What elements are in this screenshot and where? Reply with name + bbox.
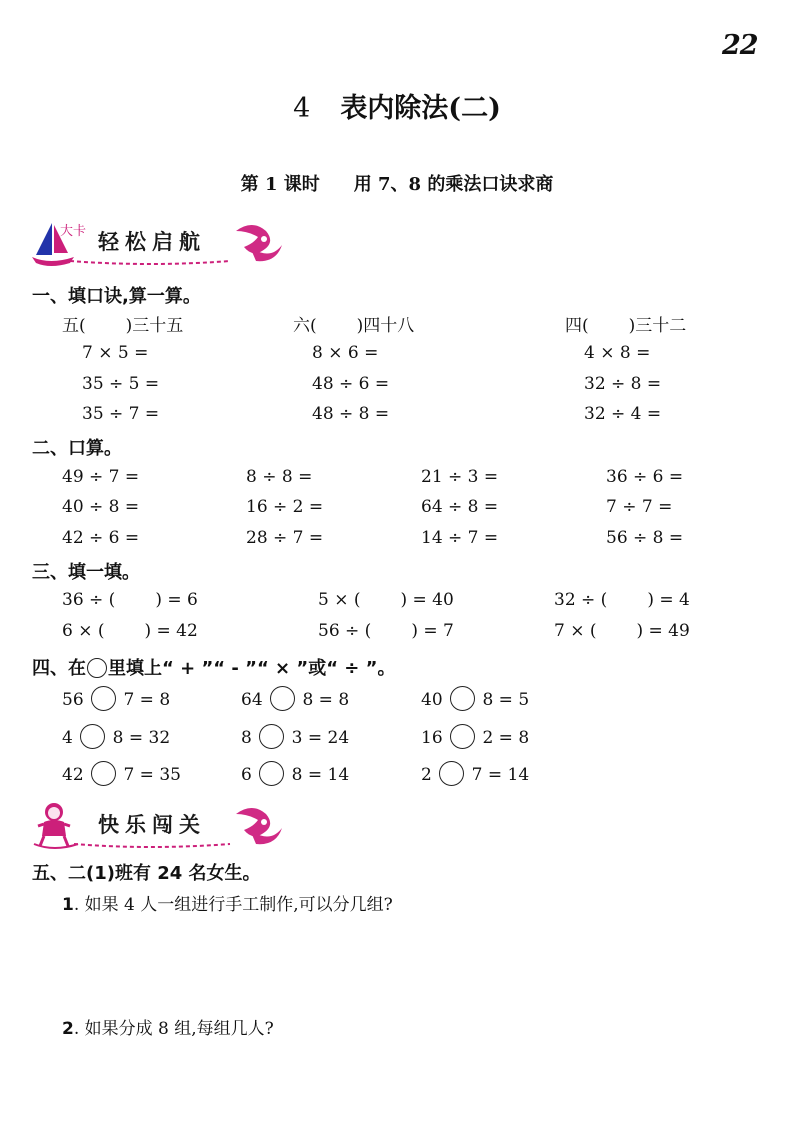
operator-circle[interactable] [259, 724, 284, 749]
mental-math-item: 16 ÷ 2 = [246, 497, 324, 517]
rhyme-blank-1: 五( )三十五 [62, 316, 184, 336]
operator-item: 40 8 = 5 [421, 690, 529, 711]
equation: 48 ÷ 8 = [312, 404, 390, 424]
banner-easy-start [30, 217, 285, 269]
fill-blank-item: 7 × ( ) = 49 [554, 621, 690, 641]
section-3-heading: 三、填一填。 [32, 562, 140, 583]
operator-item: 42 7 = 35 [62, 765, 181, 786]
operator-circle[interactable] [91, 761, 116, 786]
section-5-heading: 五、二(1)班有 24 名女生。 [32, 863, 261, 884]
mental-math-item: 36 ÷ 6 = [606, 467, 684, 487]
operator-circle[interactable] [270, 686, 295, 711]
operator-circle[interactable] [259, 761, 284, 786]
equation: 35 ÷ 7 = [82, 404, 160, 424]
banner-happy-challenge-text: 快乐闯关 [98, 813, 206, 837]
mental-math-item: 40 ÷ 8 = [62, 497, 140, 517]
banner-easy-start-text: 轻松启航 [98, 230, 206, 254]
chapter-title-text: 表内除法(二) [340, 93, 501, 124]
svg-text:大卡: 大卡 [60, 224, 87, 239]
question-2: 2. 如果分成 8 组,每组几人? [62, 1019, 274, 1039]
operator-item: 16 2 = 8 [421, 728, 529, 749]
equation: 35 ÷ 5 = [82, 374, 160, 394]
mental-math-item: 14 ÷ 7 = [421, 528, 499, 548]
mental-math-item: 42 ÷ 6 = [62, 528, 140, 548]
operator-circle[interactable] [80, 724, 105, 749]
lesson-label: 第 1 课时 [240, 174, 320, 195]
equation: 4 × 8 = [584, 343, 651, 363]
fill-blank-item: 56 ÷ ( ) = 7 [318, 621, 454, 641]
equation: 8 × 6 = [312, 343, 379, 363]
circle-blank-icon [87, 658, 107, 678]
mental-math-item: 21 ÷ 3 = [421, 467, 499, 487]
mental-math-item: 49 ÷ 7 = [62, 467, 140, 487]
operator-item: 8 3 = 24 [241, 728, 349, 749]
operator-circle[interactable] [439, 761, 464, 786]
mental-math-item: 64 ÷ 8 = [421, 497, 499, 517]
fill-blank-item: 5 × ( ) = 40 [318, 590, 454, 610]
fill-blank-item: 6 × ( ) = 42 [62, 621, 198, 641]
rhyme-blank-3: 四( )三十二 [565, 316, 687, 336]
mental-math-item: 28 ÷ 7 = [246, 528, 324, 548]
page-number: 22 [722, 30, 758, 61]
fill-blank-item: 36 ÷ ( ) = 6 [62, 590, 198, 610]
mental-math-item: 56 ÷ 8 = [606, 528, 684, 548]
operator-item: 56 7 = 8 [62, 690, 170, 711]
section-1-heading: 一、填口诀,算一算。 [32, 286, 201, 307]
question-1: 1. 如果 4 人一组进行手工制作,可以分几组? [62, 895, 393, 915]
operator-item: 4 8 = 32 [62, 728, 170, 749]
operator-item: 6 8 = 14 [241, 765, 349, 786]
rhyme-blank-2: 六( )四十八 [293, 316, 415, 336]
operator-item: 64 8 = 8 [241, 690, 349, 711]
mental-math-item: 8 ÷ 8 = [246, 467, 313, 487]
section-4-heading: 四、在 里填上“ + ”“ - ”“ × ”或“ ÷ ”。 [32, 658, 396, 679]
chapter-number: 4 [293, 93, 311, 124]
operator-circle[interactable] [450, 686, 475, 711]
section-2-heading: 二、口算。 [32, 438, 122, 459]
equation: 7 × 5 = [82, 343, 149, 363]
fill-blank-item: 32 ÷ ( ) = 4 [554, 590, 690, 610]
chapter-title [0, 86, 794, 125]
equation: 48 ÷ 6 = [312, 374, 390, 394]
equation: 32 ÷ 8 = [584, 374, 662, 394]
banner-happy-challenge [30, 800, 285, 852]
equation: 32 ÷ 4 = [584, 404, 662, 424]
lesson-title-text: 用 7、8 的乘法口诀求商 [353, 174, 554, 195]
operator-circle[interactable] [450, 724, 475, 749]
operator-item: 2 7 = 14 [421, 765, 529, 786]
operator-circle[interactable] [91, 686, 116, 711]
mental-math-item: 7 ÷ 7 = [606, 497, 673, 517]
lesson-title [0, 170, 794, 196]
